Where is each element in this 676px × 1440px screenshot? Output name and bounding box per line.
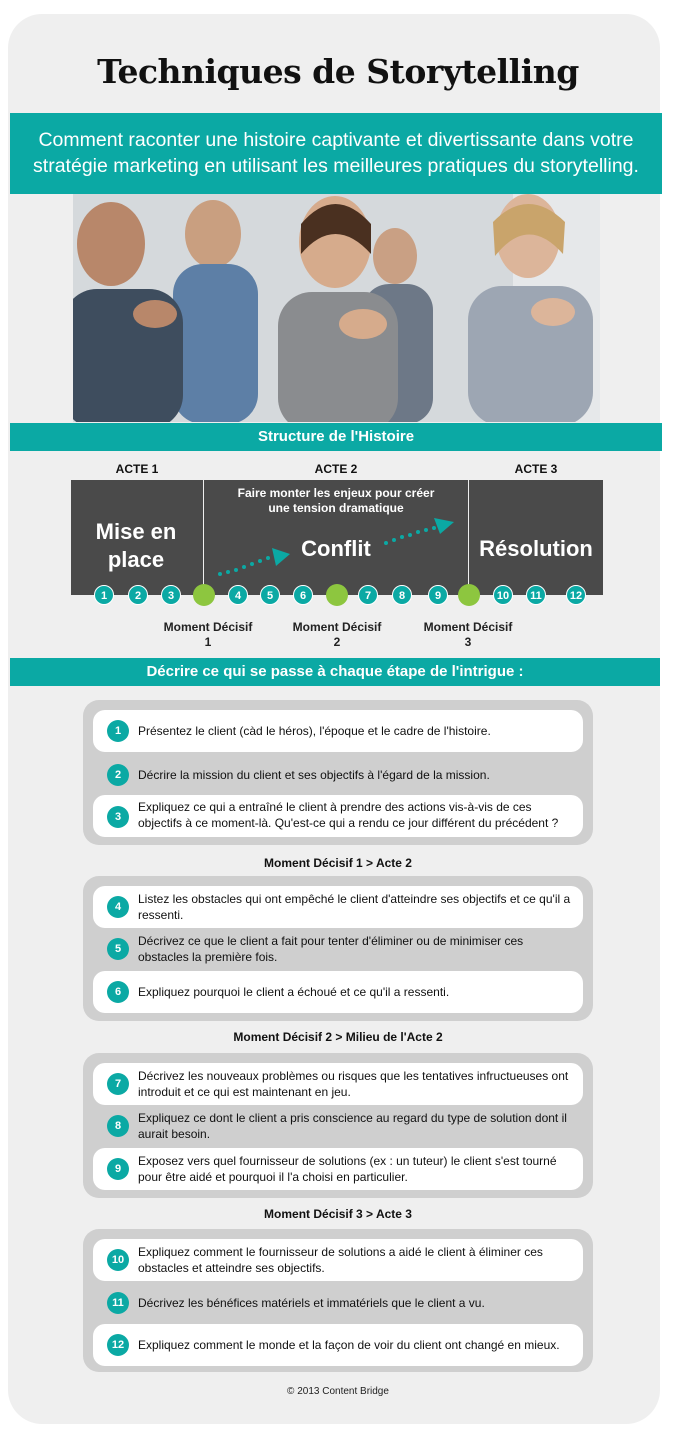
page-title: Techniques de Storytelling [97, 52, 579, 91]
step-text: Expliquez pourquoi le client a échoué et ce qu'il a ressenti. [138, 985, 450, 999]
step-number: 6 [107, 981, 129, 1003]
step-number: 8 [107, 1115, 129, 1137]
audience-photo [73, 194, 600, 422]
copyright-footer: © 2013 Content Bridge [287, 1386, 389, 1397]
act2-box [204, 480, 468, 595]
step-text: Listez les obstacles qui ont empêché le client d'atteindre ses objectifs et ce qu'il a ressenti. [138, 892, 571, 922]
step-number: 9 [107, 1158, 129, 1180]
step-text: Expliquez comment le fournisseur de solutions a aidé le client à éliminer ces obstacles et atteindre ses objectifs. [138, 1245, 543, 1275]
step-card-6 [93, 971, 583, 1013]
moment-label-1: Moment Décisif 1 [163, 620, 253, 649]
step-text: Présentez le client (càd le héros), l'époque et le cadre de l'histoire. [138, 724, 491, 738]
step-card-5 [93, 928, 583, 970]
step-dot: 1 [94, 585, 114, 605]
step-card-3 [93, 795, 583, 837]
step-dot: 5 [260, 585, 280, 605]
describe-bar: Décrire ce qui se passe à chaque étape de l'intrigue : [10, 658, 660, 686]
steps-group-act2a [83, 876, 593, 1021]
moment-label-3: Moment Décisif 3 [423, 620, 513, 649]
step-text: Expliquez comment le monde et la façon de voir du client ont changé en mieux. [138, 1338, 560, 1352]
step-card-10 [93, 1239, 583, 1281]
step-text: Décrire la mission du client et ses objectifs à l'égard de la mission. [138, 768, 490, 782]
step-dot: 11 [526, 585, 546, 605]
step-number: 12 [107, 1334, 129, 1356]
step-text: Expliquez ce dont le client a pris conscience au regard du type de solution dont il aurait besoin. [138, 1111, 567, 1141]
step-card-2 [93, 756, 583, 794]
act1-name: Mise en place [95, 519, 177, 572]
act2-name: Conflit [301, 536, 371, 561]
structure-bar: Structure de l'Histoire [10, 423, 662, 451]
subtitle-banner: Comment raconter une histoire captivante et divertissante dans votre stratégie marketing en utilisant les meilleures pratiques du storytelling. [10, 113, 662, 194]
section-heading-1: Moment Décisif 1 > Acte 2 [264, 856, 412, 870]
step-number: 2 [107, 764, 129, 786]
act2-label: ACTE 2 [314, 462, 358, 476]
step-number: 4 [107, 896, 129, 918]
step-text: Exposez vers quel fournisseur de solutions (ex : un tuteur) le client s'est tourné pour être aidé et pourquoi il l'a choisi en particulier. [138, 1154, 557, 1184]
decisive-moment-marker [458, 584, 480, 606]
step-card-1 [93, 710, 583, 752]
act2-note: Faire monter les enjeux pour créer une tension dramatique [237, 486, 435, 515]
decisive-moment-marker [193, 584, 215, 606]
steps-group-act1 [83, 700, 593, 845]
step-number: 11 [107, 1292, 129, 1314]
act3-name: Résolution [479, 536, 593, 561]
step-dot: 7 [358, 585, 378, 605]
step-card-9 [93, 1148, 583, 1190]
section-heading-3: Moment Décisif 3 > Acte 3 [264, 1207, 412, 1221]
step-dot: 4 [228, 585, 248, 605]
step-number: 3 [107, 806, 129, 828]
act1-label: ACTE 1 [115, 462, 159, 476]
step-dot: 8 [392, 585, 412, 605]
steps-group-act2b [83, 1053, 593, 1198]
act3-label: ACTE 3 [514, 462, 558, 476]
step-dot: 10 [493, 585, 513, 605]
steps-group-act3 [83, 1229, 593, 1372]
step-dot: 6 [293, 585, 313, 605]
step-dot: 9 [428, 585, 448, 605]
step-dot: 12 [566, 585, 586, 605]
moment-label-2: Moment Décisif 2 [292, 620, 382, 649]
decisive-moment-marker [326, 584, 348, 606]
step-card-7 [93, 1063, 583, 1105]
step-text: Décrivez les bénéfices matériels et immatériels que le client a vu. [138, 1296, 485, 1310]
step-card-11 [93, 1284, 583, 1322]
step-number: 5 [107, 938, 129, 960]
step-text: Décrivez ce que le client a fait pour tenter d'éliminer ou de minimiser ces obstacles la première fois. [138, 934, 524, 964]
step-card-12 [93, 1324, 583, 1366]
rising-tension-arrows [204, 480, 468, 595]
step-number: 7 [107, 1073, 129, 1095]
step-dot: 3 [161, 585, 181, 605]
act1-box [71, 480, 203, 595]
audience-illustration [73, 194, 600, 422]
step-number: 10 [107, 1249, 129, 1271]
step-text: Expliquez ce qui a entraîné le client à prendre des actions vis-à-vis de ces objectifs à ce moment-là. Qu'est-ce qui a rendu ce jour différent du précédent ? [138, 800, 559, 830]
step-number: 1 [107, 720, 129, 742]
section-heading-2: Moment Décisif 2 > Milieu de l'Acte 2 [233, 1030, 443, 1044]
act3-box [469, 480, 603, 595]
step-text: Décrivez les nouveaux problèmes ou risques que les tentatives infructueuses ont introduit et ce qui est maintenant en jeu. [138, 1069, 569, 1099]
step-dot: 2 [128, 585, 148, 605]
step-card-4 [93, 886, 583, 928]
step-card-8 [93, 1105, 583, 1147]
